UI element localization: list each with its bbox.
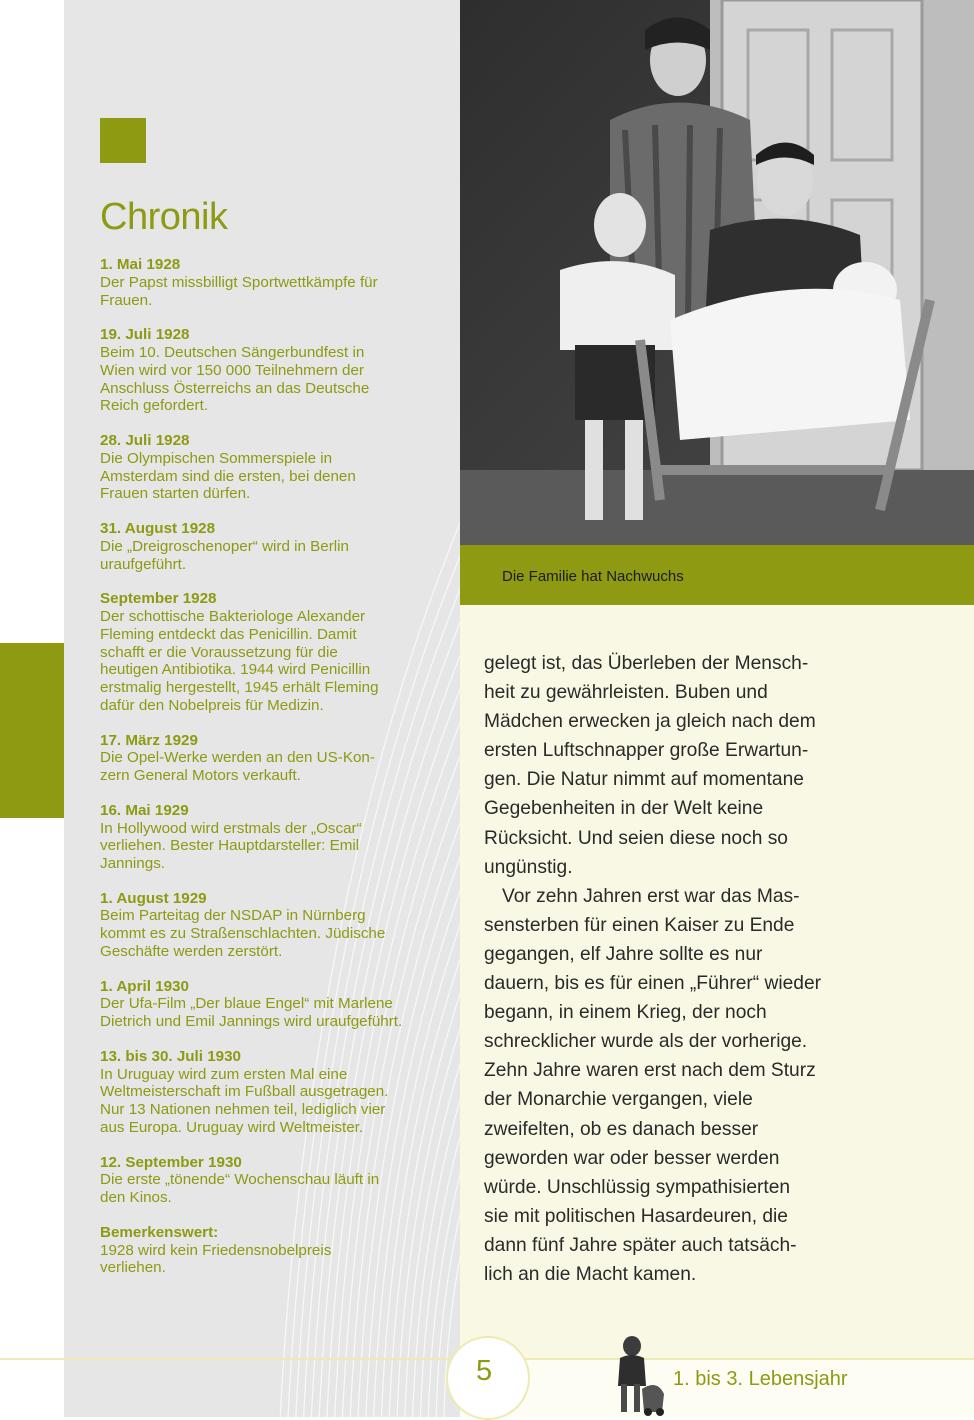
chronik-entry [100,326,440,415]
chronik-entry [100,802,440,873]
section-label: 1. bis 3. Lebensjahr [673,1368,848,1390]
chronik-entry-text: Beim Parteitag der NSDAP in Nürnberg kommt es zu Straßenschlachten. Jüdische Geschäfte werden zerstört. [100,907,386,961]
section-square-marker [100,118,146,163]
chronik-entry [100,432,440,503]
photo-caption: Die Familie hat Nachwuchs [502,568,684,585]
chronik-entry [100,520,440,573]
body-paragraph: Vor zehn Jahren erst war das Mas- sensterben für einen Kaiser zu Ende gegangen, elf Jahre sollte es nur dauern, bis es für einen „Führer“ wieder begann, in einem Krieg, der noch schrecklicher wurde als der vorherige. Zehn Jahre waren erst nach dem Sturz der Monarchie vergangen, viele zweifelten, ob es danach besser geworden war oder besser werden würde. Unschlüssig sympathisierten sie mit politischen Hasardeuren, die dann fünf Jahre später auch tatsäch- lich an die Macht kamen. [484,885,822,1285]
body-text [484,649,864,1289]
chronik-entry-text: 1928 wird kein Friedensnobelpreis verliehen. [100,1241,332,1277]
chronik-entry-date: 1. Mai 1928 [100,256,181,273]
child-silhouette-icon [612,1334,668,1417]
page-number: 5 [476,1355,493,1387]
chronik-entry-text: In Hollywood wird erstmals der „Oscar“ verliehen. Bester Hauptdarsteller: Emil Jannings. [100,819,362,873]
chronik-entry [100,256,440,309]
chronik-entry-date: 1. August 1929 [100,889,207,907]
chronik-entry-date: 16. Mai 1929 [100,801,189,819]
chronik-entry-text: Der Papst missbilligt Sportwettkämpfe für Frauen. [100,273,378,309]
family-photo [460,0,974,545]
chronik-entry-date: 17. März 1929 [100,731,198,749]
chronik-entry-date: 1. April 1930 [100,977,189,995]
chronik-entry-text: Beim 10. Deutschen Sängerbundfest in Wien wird vor 150 000 Teilnehmern der Anschluss Österreichs an das Deutsche Reich gefordert. [100,343,370,415]
chronik-entry-date: Bemerkenswert: [100,1223,219,1241]
family-photo-illustration [460,0,974,545]
chronik-entry [100,732,440,785]
chronik-list [100,256,440,1294]
chronik-heading: Chronik [100,196,228,238]
chronik-entry-date: September 1928 [100,590,217,608]
chronik-entry [100,890,440,961]
photo-caption-bar [460,545,974,605]
chronik-entry [100,1154,440,1207]
chronik-entry-text: Die „Dreigroschenoper“ wird in Berlin uraufgeführt. [100,537,349,573]
chronik-entry [100,978,440,1031]
body-paragraph: gelegt ist, das Überleben der Mensch- heit zu gewährleisten. Buben und Mädchen erwecken ja gleich nach dem ersten Luftschnapper große Erwartun- gen. Die Natur nimmt auf momentane Gegebenheiten in der Welt keine Rücksicht. Und seien diese noch so ungünstig. [484,653,816,878]
chronik-entry [100,1048,440,1137]
chronik-entry-text: Der Ufa-Film „Der blaue Engel“ mit Marlene Dietrich und Emil Jannings wird uraufgeführt. [100,995,403,1031]
chronik-entry-text: Die Opel-Werke werden an den US-Kon- zern General Motors verkauft. [100,749,375,785]
chronik-entry-date: 19. Juli 1928 [100,326,190,344]
chronik-entry-date: 31. August 1928 [100,519,216,537]
side-tab-marker [0,643,64,818]
chronik-entry-date: 13. bis 30. Juli 1930 [100,1047,241,1065]
chronik-entry-date: 28. Juli 1928 [100,431,190,449]
chronik-entry-text: Die Olympischen Sommerspiele in Amsterdam sind die ersten, bei denen Frauen starten dürfen. [100,449,356,503]
chronik-entry-text: Die erste „tönende“ Wochenschau läuft in den Kinos. [100,1171,380,1207]
chronik-entry-text: In Uruguay wird zum ersten Mal eine Weltmeisterschaft im Fußball ausgetragen. Nur 13 Nationen nehmen teil, lediglich vier aus Europa. Uruguay wird Weltmeister. [100,1065,389,1137]
chronik-entry-text: Der schottische Bakteriologe Alexander Fleming entdeckt das Penicillin. Damit schafft er die Voraussetzung für die heutigen Antibiotika. 1944 wird Penicillin erstmalig hergestellt, 1945 erhält Fleming dafür den Nobelpreis für Medizin. [100,607,379,714]
chronik-entry [100,590,440,715]
chronik-entry-date: 12. September 1930 [100,1153,242,1171]
chronik-entry [100,1224,440,1277]
